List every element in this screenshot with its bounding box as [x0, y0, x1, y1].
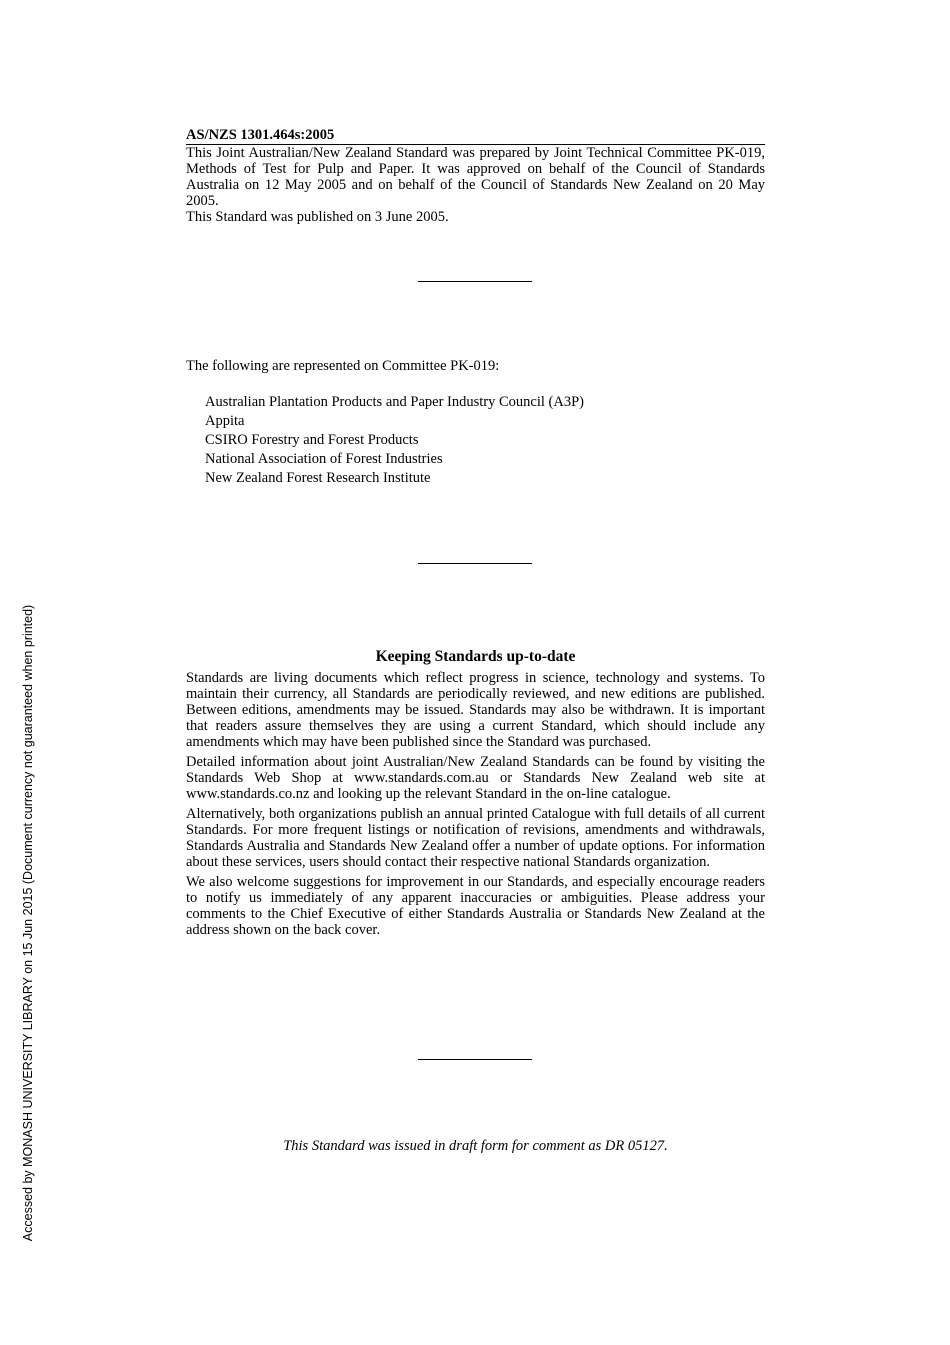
committee-member: New Zealand Forest Research Institute	[205, 470, 431, 486]
section-divider	[418, 563, 532, 564]
section-divider	[418, 1059, 532, 1060]
committee-member: Australian Plantation Products and Paper Industry Council (A3P)	[205, 394, 584, 410]
committee-member-list	[205, 393, 584, 488]
paragraph: Alternatively, both organizations publish an annual printed Catalogue with full details of all current Standards. For more frequent listings or notification of revisions, amendments and withdrawals, Standards Australia and Standards New Zealand offer a number of update options. For information about these services, users should contact their respective national Standards organization.	[186, 806, 765, 870]
paragraph: Standards are living documents which reflect progress in science, technology and systems. To maintain their currency, all Standards are periodically reviewed, and new editions are published. Between editions, amendments may be issued. Standards may also be withdrawn. It is important that readers assure themselves they are using a current Standard, which should include any amendments which may have been published since the Standard was purchased.	[186, 670, 765, 750]
committee-member: Appita	[205, 413, 245, 429]
committee-member: National Association of Forest Industries	[205, 451, 443, 467]
standard-number: AS/NZS 1301.464s:2005	[186, 127, 765, 145]
approval-text: This Joint Australian/New Zealand Standard was prepared by Joint Technical Committee PK-019, Methods of Test for Pulp and Paper. It was approved on behalf of the Council of Standards Australia on 12 May 2005 and on behalf of the Council of Standards New Zealand on 20 May 2005.	[186, 145, 765, 209]
paragraph: We also welcome suggestions for improvement in our Standards, and especially encourage readers to notify us immediately of any apparent inaccuracies or ambiguities. Please address your comments to the Chief Executive of either Standards Australia or Standards New Zealand at the address shown on the back cover.	[186, 874, 765, 938]
keeping-standards-body	[186, 670, 765, 942]
preparation-statement	[186, 145, 765, 225]
committee-member: CSIRO Forestry and Forest Products	[205, 432, 419, 448]
keeping-standards-heading: Keeping Standards up-to-date	[375, 648, 576, 665]
access-stamp: Accessed by MONASH UNIVERSITY LIBRARY on 15 Jun 2015 (Document currency not guaranteed when printed)	[21, 604, 35, 1242]
section-divider	[418, 281, 532, 282]
published-date-text: This Standard was published on 3 June 2005.	[186, 209, 449, 225]
paragraph: Detailed information about joint Australian/New Zealand Standards can be found by visiting the Standards Web Shop at www.standards.com.au or Standards New Zealand web site at www.standards.co.nz and looking up the relevant Standard in the on-line catalogue.	[186, 754, 765, 802]
committee-intro: The following are represented on Committee PK-019:	[186, 358, 500, 374]
draft-note: This Standard was issued in draft form for comment as DR 05127.	[283, 1138, 668, 1154]
